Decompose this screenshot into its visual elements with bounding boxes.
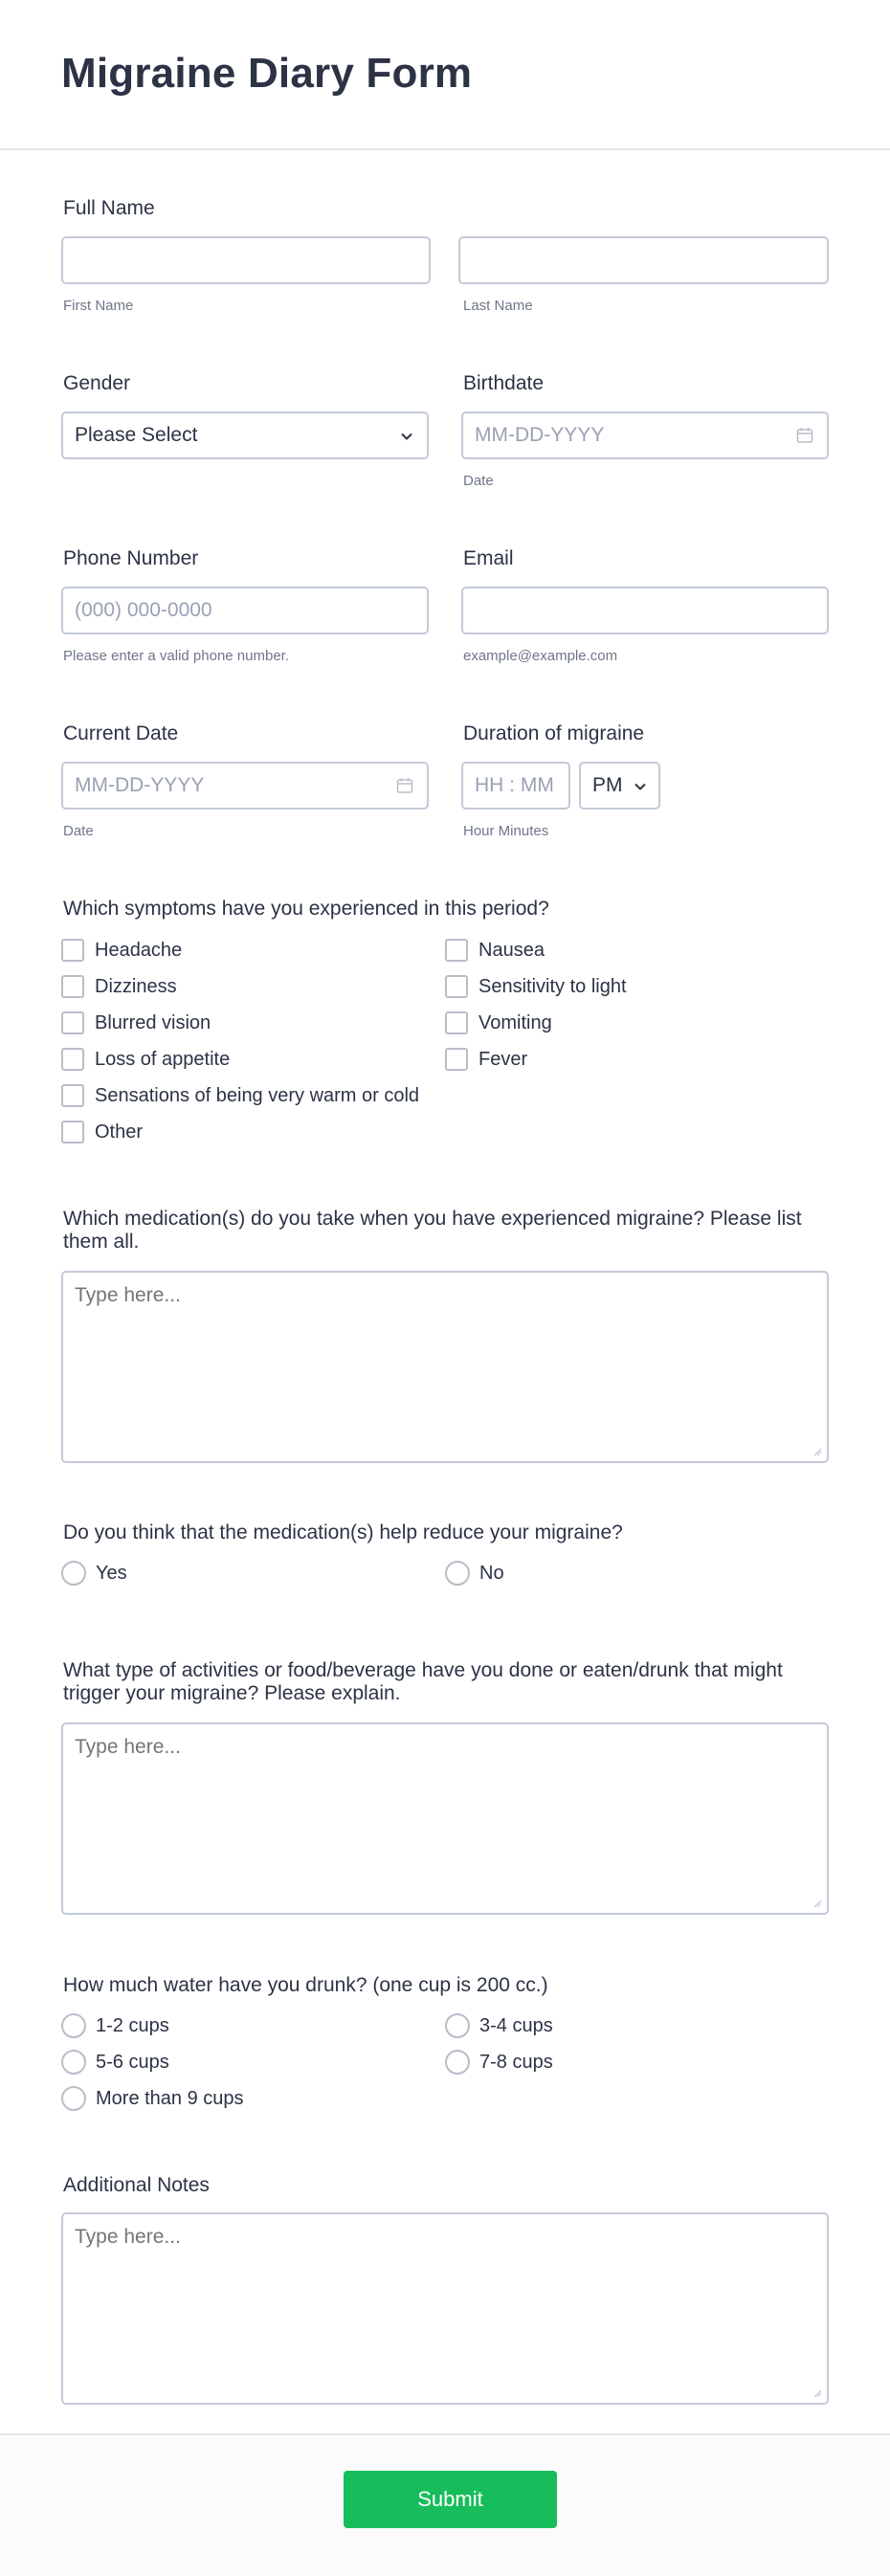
medications-label-line1: Which medication(s) do you take when you have experienced migraine? Please list: [63, 1208, 802, 1230]
phone-sublabel: Please enter a valid phone number.: [63, 648, 289, 664]
med-help-label: Do you think that the medication(s) help reduce your migraine?: [63, 1521, 623, 1543]
checkbox[interactable]: [61, 1121, 84, 1144]
email-input[interactable]: [461, 587, 829, 634]
current-date-label: Current Date: [63, 722, 179, 744]
symptom-option-blurred-vision[interactable]: [61, 1010, 211, 1036]
duration-sublabel: Hour Minutes: [463, 823, 549, 839]
checkbox[interactable]: [445, 975, 468, 998]
option-label: Loss of appetite: [95, 1048, 231, 1070]
water-option-5-6[interactable]: [61, 2049, 169, 2076]
triggers-label-line2: trigger your migraine? Please explain.: [63, 1682, 401, 1704]
gender-select[interactable]: [61, 411, 429, 459]
symptom-option-warm-or-cold[interactable]: [61, 1082, 419, 1109]
option-label: Yes: [96, 1562, 127, 1584]
birthdate-sublabel: Date: [463, 473, 494, 489]
checkbox[interactable]: [61, 975, 84, 998]
symptom-option-dizziness[interactable]: [61, 973, 177, 1000]
duration-label: Duration of migraine: [463, 722, 645, 744]
form-header: [0, 0, 890, 150]
birthdate-placeholder: MM-DD-YYYY: [475, 424, 605, 446]
checkbox[interactable]: [445, 939, 468, 962]
option-label: Vomiting: [478, 1011, 552, 1033]
submit-button[interactable]: Submit: [344, 2471, 557, 2528]
gender-label: Gender: [63, 372, 131, 394]
symptom-option-loss-of-appetite[interactable]: [61, 1046, 230, 1073]
med-help-option-yes[interactable]: [61, 1560, 127, 1587]
symptom-option-other[interactable]: [61, 1119, 143, 1145]
notes-textarea[interactable]: [61, 2212, 829, 2405]
radio-button[interactable]: [61, 1561, 86, 1586]
last-name-input[interactable]: [458, 236, 829, 284]
current-date-input[interactable]: [61, 762, 429, 810]
option-label: Sensations of being very warm or cold: [95, 1084, 420, 1106]
med-help-option-no[interactable]: [445, 1560, 504, 1587]
medications-label-line2: them all.: [63, 1231, 140, 1253]
chevron-down-icon: [634, 780, 647, 793]
water-option-3-4[interactable]: [445, 2012, 553, 2039]
option-label: Sensitivity to light: [478, 975, 627, 997]
calendar-icon[interactable]: [796, 427, 813, 444]
radio-button[interactable]: [61, 2013, 86, 2038]
option-label: No: [479, 1562, 504, 1584]
birthdate-input[interactable]: [461, 411, 829, 459]
option-label: Dizziness: [95, 975, 177, 997]
resize-grip-icon[interactable]: [812, 1447, 822, 1456]
phone-label: Phone Number: [63, 547, 199, 569]
option-label: More than 9 cups: [96, 2087, 244, 2109]
full-name-label: Full Name: [63, 197, 155, 219]
water-option-7-8[interactable]: [445, 2049, 553, 2076]
radio-button[interactable]: [61, 2086, 86, 2111]
symptom-option-fever[interactable]: [445, 1046, 527, 1073]
resize-grip-icon[interactable]: [812, 2388, 822, 2398]
checkbox[interactable]: [61, 1048, 84, 1071]
phone-input[interactable]: [61, 587, 429, 634]
chevron-down-icon: [400, 430, 413, 443]
email-sublabel: example@example.com: [463, 648, 618, 664]
email-label: Email: [463, 547, 514, 569]
checkbox[interactable]: [61, 1084, 84, 1107]
resize-grip-icon[interactable]: [812, 1899, 822, 1908]
symptom-option-vomiting[interactable]: [445, 1010, 552, 1036]
current-date-placeholder: MM-DD-YYYY: [75, 774, 205, 796]
first-name-sublabel: First Name: [63, 298, 134, 314]
current-date-sublabel: Date: [63, 823, 94, 839]
triggers-label-line1: What type of activities or food/beverage have you done or eaten/drunk that might: [63, 1659, 783, 1681]
option-label: Fever: [478, 1048, 528, 1070]
water-option-1-2[interactable]: [61, 2012, 169, 2039]
radio-button[interactable]: [445, 1561, 470, 1586]
radio-button[interactable]: [61, 2050, 86, 2075]
option-label: 5-6 cups: [96, 2051, 169, 2073]
water-option-more-than-9[interactable]: [61, 2085, 244, 2112]
option-label: Nausea: [478, 939, 545, 961]
duration-time-input[interactable]: [461, 762, 570, 810]
ampm-select[interactable]: [579, 762, 660, 810]
first-name-input[interactable]: [61, 236, 431, 284]
notes-label: Additional Notes: [63, 2174, 210, 2196]
option-label: Headache: [95, 939, 183, 961]
radio-button[interactable]: [445, 2013, 470, 2038]
checkbox[interactable]: [61, 1011, 84, 1034]
option-label: 7-8 cups: [479, 2051, 553, 2073]
symptoms-label: Which symptoms have you experienced in this period?: [63, 898, 549, 920]
triggers-textarea[interactable]: [61, 1722, 829, 1915]
calendar-icon[interactable]: [396, 777, 413, 794]
birthdate-label: Birthdate: [463, 372, 545, 394]
checkbox[interactable]: [61, 939, 84, 962]
symptom-option-headache[interactable]: [61, 937, 182, 964]
checkbox[interactable]: [445, 1011, 468, 1034]
last-name-sublabel: Last Name: [463, 298, 533, 314]
option-label: 3-4 cups: [479, 2014, 553, 2036]
medications-textarea[interactable]: [61, 1271, 829, 1463]
page-title: Migraine Diary Form: [61, 50, 473, 97]
option-label: Blurred vision: [95, 1011, 211, 1033]
checkbox[interactable]: [445, 1048, 468, 1071]
ampm-value: PM: [592, 774, 623, 796]
symptom-option-sensitivity-to-light[interactable]: [445, 973, 627, 1000]
option-label: Other: [95, 1121, 144, 1143]
gender-select-value: Please Select: [75, 424, 198, 446]
water-label: How much water have you drunk? (one cup is 200 cc.): [63, 1974, 548, 1996]
option-label: 1-2 cups: [96, 2014, 169, 2036]
radio-button[interactable]: [445, 2050, 470, 2075]
symptom-option-nausea[interactable]: [445, 937, 545, 964]
